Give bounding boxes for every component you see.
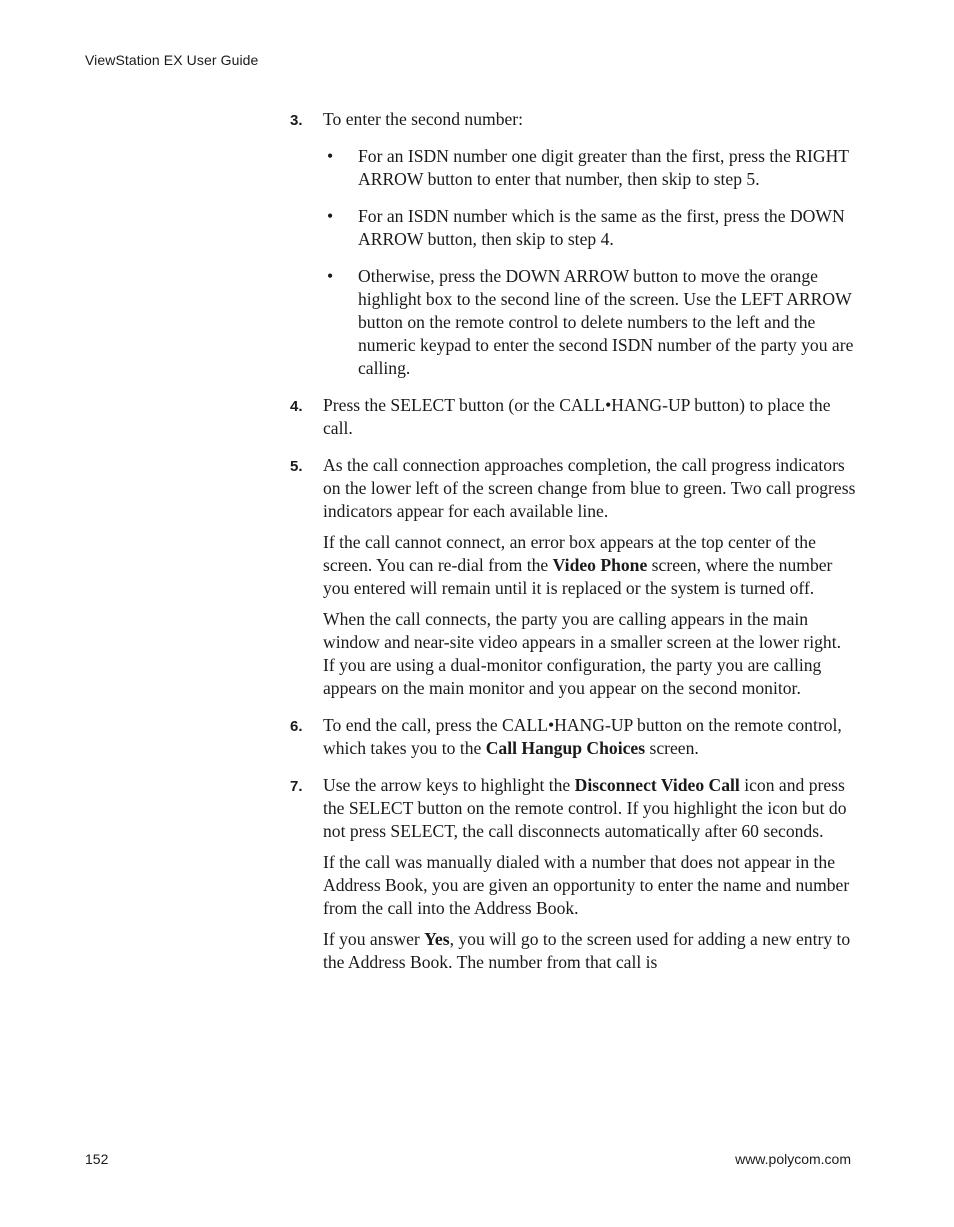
step-paragraph: When the call connects, the party you are calling appears in the main window and near-site video appears in a smaller screen at the lower right. If you are using a dual-monitor configuration, the party you are calling appears on the main monitor and you appear on the second monitor. xyxy=(323,609,841,698)
step-number: 7. xyxy=(290,778,303,795)
bullet-item xyxy=(323,145,856,191)
ui-term: Call Hangup Choices xyxy=(485,738,646,758)
ui-term: Video Phone xyxy=(552,555,648,575)
instruction-body xyxy=(290,108,856,974)
step-7 xyxy=(290,774,856,974)
bullet-text: Otherwise, press the DOWN ARROW button to move the orange highlight box to the second line of the screen. Use the LEFT ARROW button on the remote control to delete numbers to the left and the numeric keypad to enter the second ISDN number of the party you are calling. xyxy=(358,266,854,378)
step-text: Use the arrow keys to highlight the Disconnect Video Call icon and press the SELECT button on the remote control. If you highlight the icon but do not press SELECT, the call disconnects automatically after 60 seconds. xyxy=(323,775,847,841)
step-4 xyxy=(290,394,856,440)
step-paragraph: If the call cannot connect, an error box appears at the top center of the screen. You can re-dial from the Video Phone screen, where the number you entered will remain until it is replaced or the system is turned off. xyxy=(323,532,833,598)
step-paragraph: If the call was manually dialed with a number that does not appear in the Address Book, you are given an opportunity to enter the name and number from the call into the Address Book. xyxy=(323,852,850,918)
bullet-item xyxy=(323,205,856,251)
running-header: ViewStation EX User Guide xyxy=(85,52,259,68)
step-6 xyxy=(290,714,856,760)
step-text: To enter the second number: xyxy=(323,109,524,129)
bullet-item xyxy=(323,265,856,380)
step-number: 4. xyxy=(290,398,303,415)
footer-url: www.polycom.com xyxy=(735,1151,851,1167)
bullet-icon: • xyxy=(327,146,334,166)
step-text: To end the call, press the CALL•HANG-UP button on the remote control, which takes you to the Call Hangup Choices screen. xyxy=(323,715,842,758)
step-5 xyxy=(290,454,856,700)
step-number: 5. xyxy=(290,458,303,475)
step-number: 3. xyxy=(290,112,303,129)
ui-term: Yes xyxy=(424,929,450,949)
step-3 xyxy=(290,108,856,380)
bullet-list xyxy=(323,145,856,380)
ui-term: Disconnect Video Call xyxy=(574,775,740,795)
bullet-icon: • xyxy=(327,266,334,286)
step-paragraph: If you answer Yes, you will go to the screen used for adding a new entry to the Address Book. The number from that call is xyxy=(323,929,851,972)
bullet-text: For an ISDN number which is the same as the first, press the DOWN ARROW button, then skip to step 4. xyxy=(358,206,845,249)
bullet-icon: • xyxy=(327,206,334,226)
bullet-text: For an ISDN number one digit greater than the first, press the RIGHT ARROW button to enter that number, then skip to step 5. xyxy=(358,146,849,189)
step-number: 6. xyxy=(290,718,303,735)
step-text: As the call connection approaches completion, the call progress indicators on the lower left of the screen change from blue to green. Two call progress indicators appear for each available line. xyxy=(323,455,856,521)
step-text: Press the SELECT button (or the CALL•HANG-UP button) to place the call. xyxy=(323,395,831,438)
page-number: 152 xyxy=(85,1151,109,1167)
